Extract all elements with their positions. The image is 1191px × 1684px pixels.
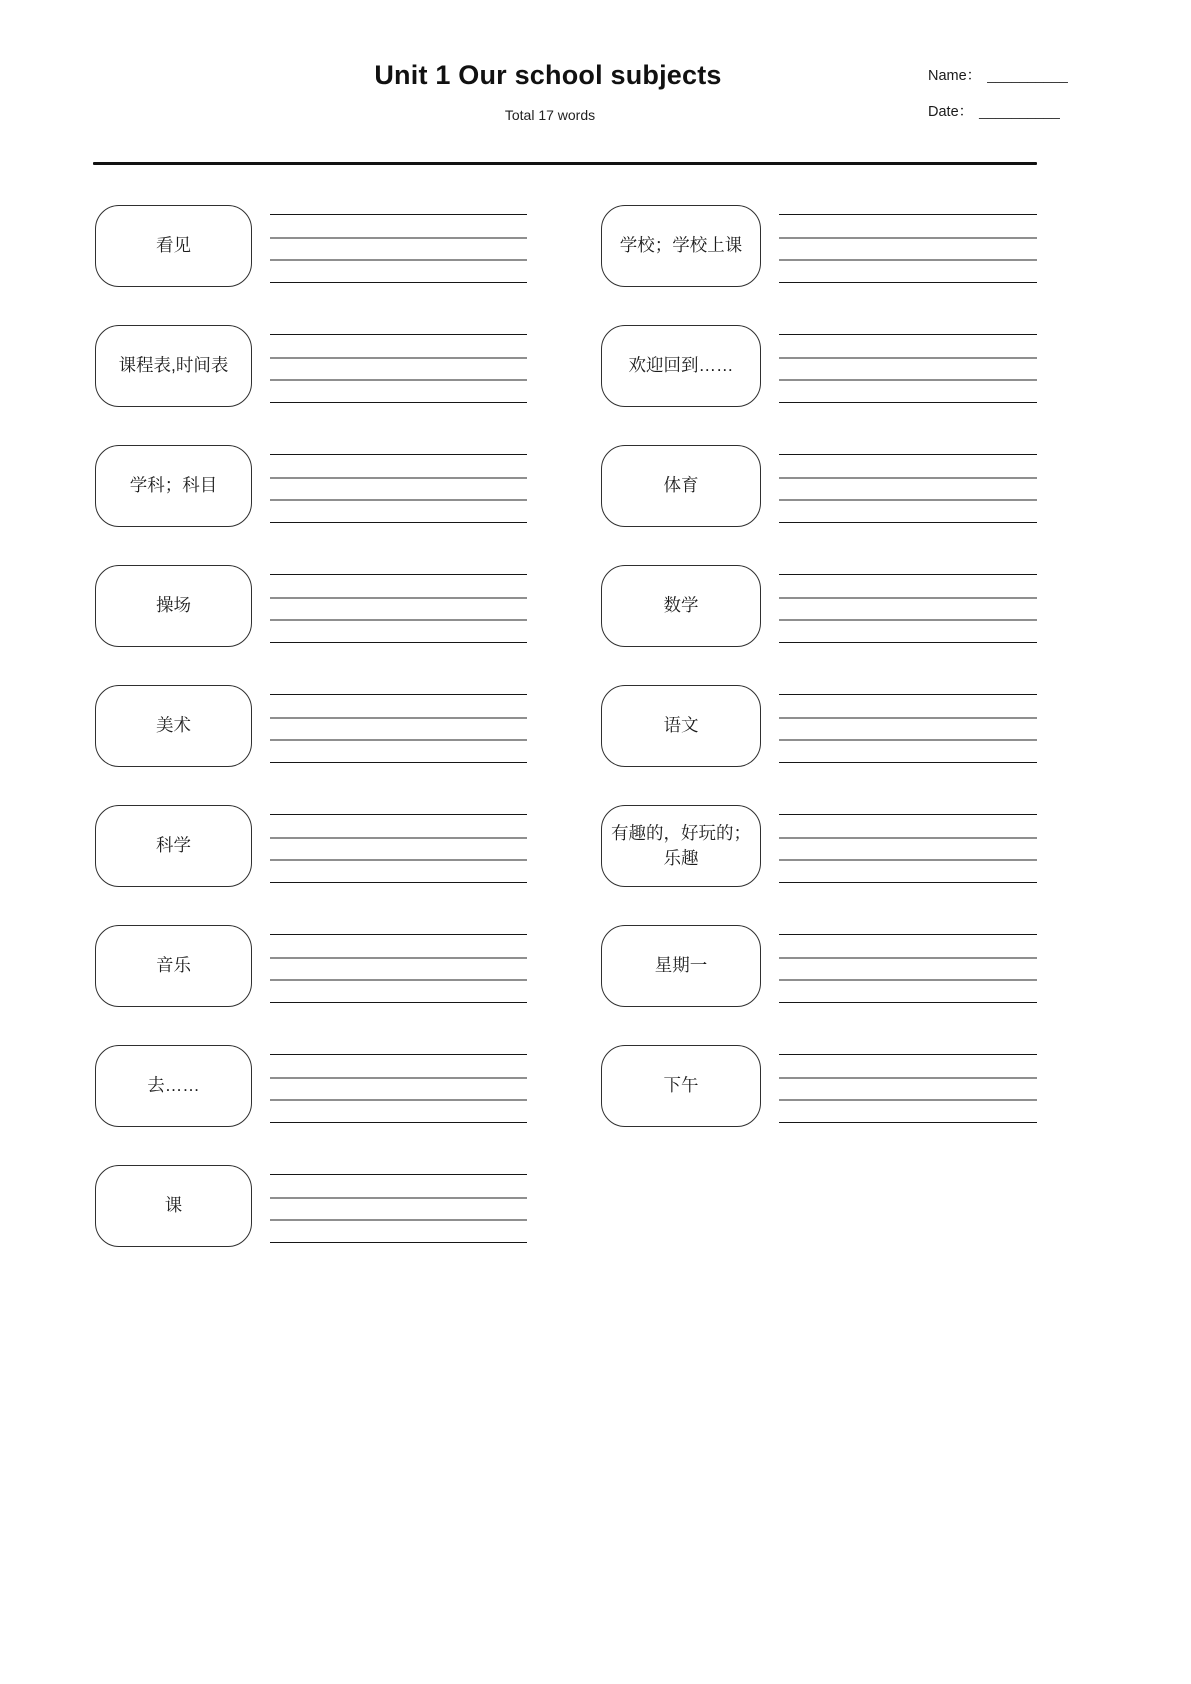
writing-line-mid-lower: [779, 499, 1037, 501]
writing-lines: [779, 925, 1037, 1007]
name-label: Name：: [928, 68, 982, 84]
writing-line-mid-upper: [270, 837, 527, 839]
writing-line-mid-lower: [270, 859, 527, 861]
writing-line-bottom: [779, 762, 1037, 763]
word-box: [601, 205, 761, 287]
name-date-block: [928, 64, 1068, 136]
writing-line-mid-upper: [270, 957, 527, 959]
writing-lines: [270, 445, 527, 527]
word-row: [601, 445, 1037, 527]
writing-line-bottom: [779, 522, 1037, 523]
page-subtitle: Total 17 words: [504, 107, 596, 123]
writing-line-mid-upper: [270, 237, 527, 239]
writing-line-mid-upper: [779, 597, 1037, 599]
word-label: 操场: [156, 595, 191, 616]
writing-line-mid-upper: [779, 717, 1037, 719]
writing-line-mid-upper: [270, 1197, 527, 1199]
writing-line-mid-upper: [779, 837, 1037, 839]
word-row: [601, 325, 1037, 407]
writing-line-top: [270, 334, 527, 335]
writing-lines: [270, 565, 527, 647]
writing-line-bottom: [270, 1242, 527, 1243]
word-row: [95, 805, 527, 887]
writing-line-bottom: [270, 402, 527, 403]
writing-lines: [270, 805, 527, 887]
word-row: [95, 325, 527, 407]
writing-line-top: [270, 694, 527, 695]
writing-line-mid-lower: [270, 619, 527, 621]
writing-line-mid-upper: [270, 1077, 527, 1079]
word-box: [95, 205, 252, 287]
vocabulary-grid: [95, 205, 1037, 1247]
word-label: 星期一: [654, 955, 708, 976]
writing-lines: [779, 445, 1037, 527]
writing-line-top: [270, 214, 527, 215]
writing-lines: [779, 325, 1037, 407]
word-label: 课程表,时间表: [118, 355, 229, 376]
writing-line-top: [270, 1054, 527, 1055]
writing-lines: [270, 325, 527, 407]
writing-line-top: [779, 574, 1037, 575]
writing-line-mid-lower: [779, 619, 1037, 621]
writing-lines: [779, 565, 1037, 647]
word-label: 音乐: [156, 955, 191, 976]
writing-line-bottom: [270, 1122, 527, 1123]
word-label: 美术: [156, 715, 191, 736]
word-box: [601, 925, 761, 1007]
writing-line-bottom: [779, 882, 1037, 883]
writing-line-mid-lower: [779, 1099, 1037, 1101]
writing-lines: [270, 1045, 527, 1127]
writing-line-top: [779, 814, 1037, 815]
writing-line-mid-upper: [270, 717, 527, 719]
word-row: [601, 685, 1037, 767]
writing-line-bottom: [270, 1002, 527, 1003]
writing-lines: [270, 205, 527, 287]
word-box: [95, 925, 252, 1007]
writing-lines: [270, 685, 527, 767]
writing-line-top: [270, 934, 527, 935]
writing-lines: [779, 1045, 1037, 1127]
writing-line-mid-upper: [270, 477, 527, 479]
writing-lines: [779, 205, 1037, 287]
writing-line-top: [270, 574, 527, 575]
writing-line-top: [270, 454, 527, 455]
writing-line-top: [779, 934, 1037, 935]
word-label: 欢迎回到……: [628, 355, 734, 376]
writing-line-top: [779, 694, 1037, 695]
writing-line-bottom: [270, 522, 527, 523]
writing-line-mid-lower: [270, 979, 527, 981]
writing-line-bottom: [779, 1122, 1037, 1123]
writing-line-mid-upper: [270, 597, 527, 599]
name-blank-line: __________: [987, 68, 1068, 84]
worksheet-header: [0, 0, 1191, 200]
writing-line-bottom: [779, 642, 1037, 643]
writing-line-bottom: [779, 282, 1037, 283]
writing-line-mid-lower: [779, 259, 1037, 261]
writing-line-bottom: [270, 282, 527, 283]
writing-line-bottom: [270, 762, 527, 763]
writing-line-top: [779, 214, 1037, 215]
word-box: [95, 325, 252, 407]
word-label: 体育: [663, 475, 699, 496]
date-row: [928, 100, 1068, 121]
date-label: Date：: [928, 104, 974, 120]
writing-line-top: [270, 814, 527, 815]
writing-lines: [270, 925, 527, 1007]
word-label: 学校；学校上课: [619, 235, 743, 256]
word-label: 科学: [156, 835, 191, 856]
writing-line-mid-upper: [779, 237, 1037, 239]
word-row: [95, 565, 527, 647]
writing-line-bottom: [270, 642, 527, 643]
writing-line-bottom: [779, 402, 1037, 403]
word-box: [95, 685, 252, 767]
word-row: [95, 445, 527, 527]
word-label: 学科；科目: [129, 475, 218, 496]
date-blank-line: __________: [979, 104, 1060, 120]
word-row: [95, 205, 527, 287]
word-box: [95, 1045, 252, 1127]
word-row: [95, 925, 527, 1007]
page-title: Unit 1 Our school subjects: [374, 60, 722, 90]
word-row: [601, 1045, 1037, 1127]
word-box: [601, 1045, 761, 1127]
word-row: [601, 805, 1037, 887]
word-box: [601, 685, 761, 767]
word-label: 语文: [663, 715, 699, 736]
writing-line-top: [779, 334, 1037, 335]
writing-line-mid-lower: [779, 859, 1037, 861]
writing-line-top: [779, 454, 1037, 455]
word-row: [601, 205, 1037, 287]
word-label: 有趣的，好玩的；乐趣: [611, 822, 751, 868]
writing-line-mid-lower: [270, 499, 527, 501]
writing-line-bottom: [270, 882, 527, 883]
writing-line-mid-lower: [270, 259, 527, 261]
word-label: 数学: [663, 595, 699, 616]
writing-lines: [779, 685, 1037, 767]
word-box: [95, 565, 252, 647]
word-row: [95, 685, 527, 767]
word-box: [601, 565, 761, 647]
word-box: [95, 1165, 252, 1247]
writing-lines: [270, 1165, 527, 1247]
writing-lines: [779, 805, 1037, 887]
writing-line-bottom: [779, 1002, 1037, 1003]
writing-line-mid-upper: [779, 1077, 1037, 1079]
word-row: [601, 925, 1037, 1007]
writing-line-mid-lower: [270, 739, 527, 741]
word-box: [601, 445, 761, 527]
writing-line-top: [779, 1054, 1037, 1055]
word-label: 课: [164, 1195, 183, 1216]
writing-line-mid-lower: [779, 739, 1037, 741]
writing-line-mid-lower: [779, 379, 1037, 381]
word-box: [601, 325, 761, 407]
writing-line-mid-lower: [779, 979, 1037, 981]
word-row: [95, 1045, 527, 1127]
writing-line-mid-lower: [270, 1099, 527, 1101]
word-label: 下午: [663, 1075, 699, 1096]
writing-line-mid-upper: [779, 477, 1037, 479]
writing-line-mid-upper: [779, 957, 1037, 959]
word-box: [95, 805, 252, 887]
vocabulary-column-right: [601, 205, 1037, 1127]
writing-line-mid-lower: [270, 379, 527, 381]
writing-line-mid-lower: [270, 1219, 527, 1221]
word-box: [95, 445, 252, 527]
word-label: 去……: [147, 1075, 200, 1096]
writing-line-top: [270, 1174, 527, 1175]
word-row: [601, 565, 1037, 647]
writing-line-mid-upper: [779, 357, 1037, 359]
word-box: [601, 805, 761, 887]
header-divider: [93, 162, 1037, 165]
word-label: 看见: [156, 235, 191, 256]
name-row: [928, 64, 1068, 85]
vocabulary-column-left: [95, 205, 527, 1247]
word-row: [95, 1165, 527, 1247]
writing-line-mid-upper: [270, 357, 527, 359]
